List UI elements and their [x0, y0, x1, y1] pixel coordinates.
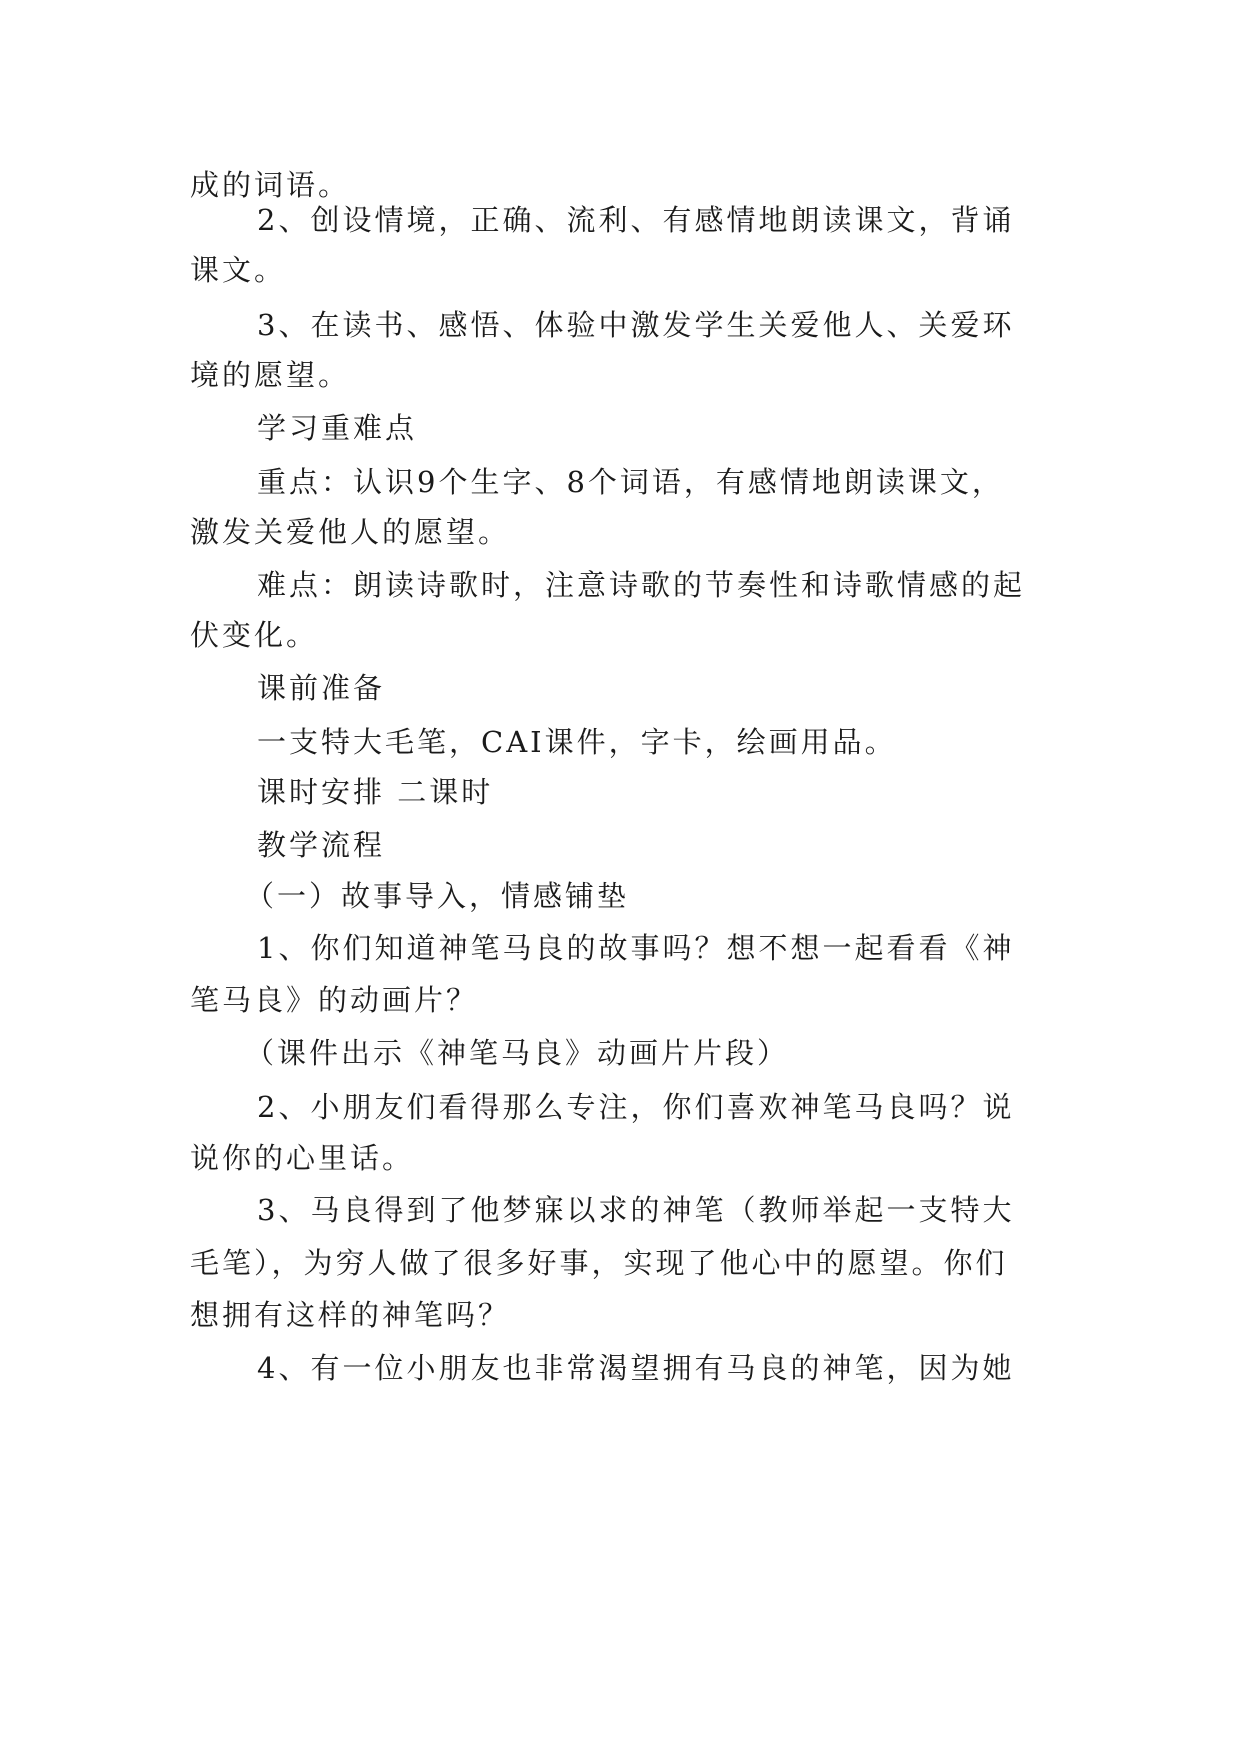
- step-3-line: 3、马良得到了他梦寐以求的神笔（教师举起一支特大: [257, 1193, 1015, 1227]
- section-heading-preparation: 课前准备: [257, 671, 386, 705]
- step-2-line: 2、小朋友们看得那么专注，你们喜欢神笔马良吗？说: [257, 1090, 1015, 1124]
- text-line: 成的词语。: [190, 168, 351, 202]
- text-line: 伏变化。: [190, 618, 319, 652]
- text-line: 课文。: [190, 253, 287, 287]
- text-line: 毛笔），为穷人做了很多好事，实现了他心中的愿望。你们: [190, 1246, 1008, 1280]
- schedule-line: 课时安排 二课时: [257, 775, 494, 809]
- text-line: 想拥有这样的神笔吗？: [190, 1298, 511, 1332]
- text-line: 笔马良》的动画片？: [190, 983, 479, 1017]
- subsection-heading: （一）故事导入，情感铺垫: [245, 879, 630, 913]
- key-point-line: 重点：认识9个生字、8个词语，有感情地朗读课文，: [257, 465, 1004, 499]
- courseware-note: （课件出示《神笔马良》动画片片段）: [245, 1036, 790, 1070]
- objective-3-line: 3、在读书、感悟、体验中激发学生关爱他人、关爱环: [257, 308, 1015, 342]
- section-heading-key-points: 学习重难点: [257, 411, 418, 445]
- step-1-line: 1、你们知道神笔马良的故事吗？想不想一起看看《神: [257, 931, 1015, 965]
- text-line: 激发关爱他人的愿望。: [190, 515, 511, 549]
- text-line: 境的愿望。: [190, 358, 351, 392]
- text-line: 说你的心里话。: [190, 1141, 415, 1175]
- step-4-line: 4、有一位小朋友也非常渴望拥有马良的神笔，因为她: [257, 1351, 1015, 1385]
- section-heading-process: 教学流程: [257, 828, 386, 862]
- objective-2-line: 2、创设情境，正确、流利、有感情地朗读课文，背诵: [257, 203, 1015, 237]
- preparation-line: 一支特大毛笔，CAI课件，字卡，绘画用品。: [257, 725, 897, 759]
- difficulty-line: 难点：朗读诗歌时，注意诗歌的节奏性和诗歌情感的起: [257, 568, 1026, 602]
